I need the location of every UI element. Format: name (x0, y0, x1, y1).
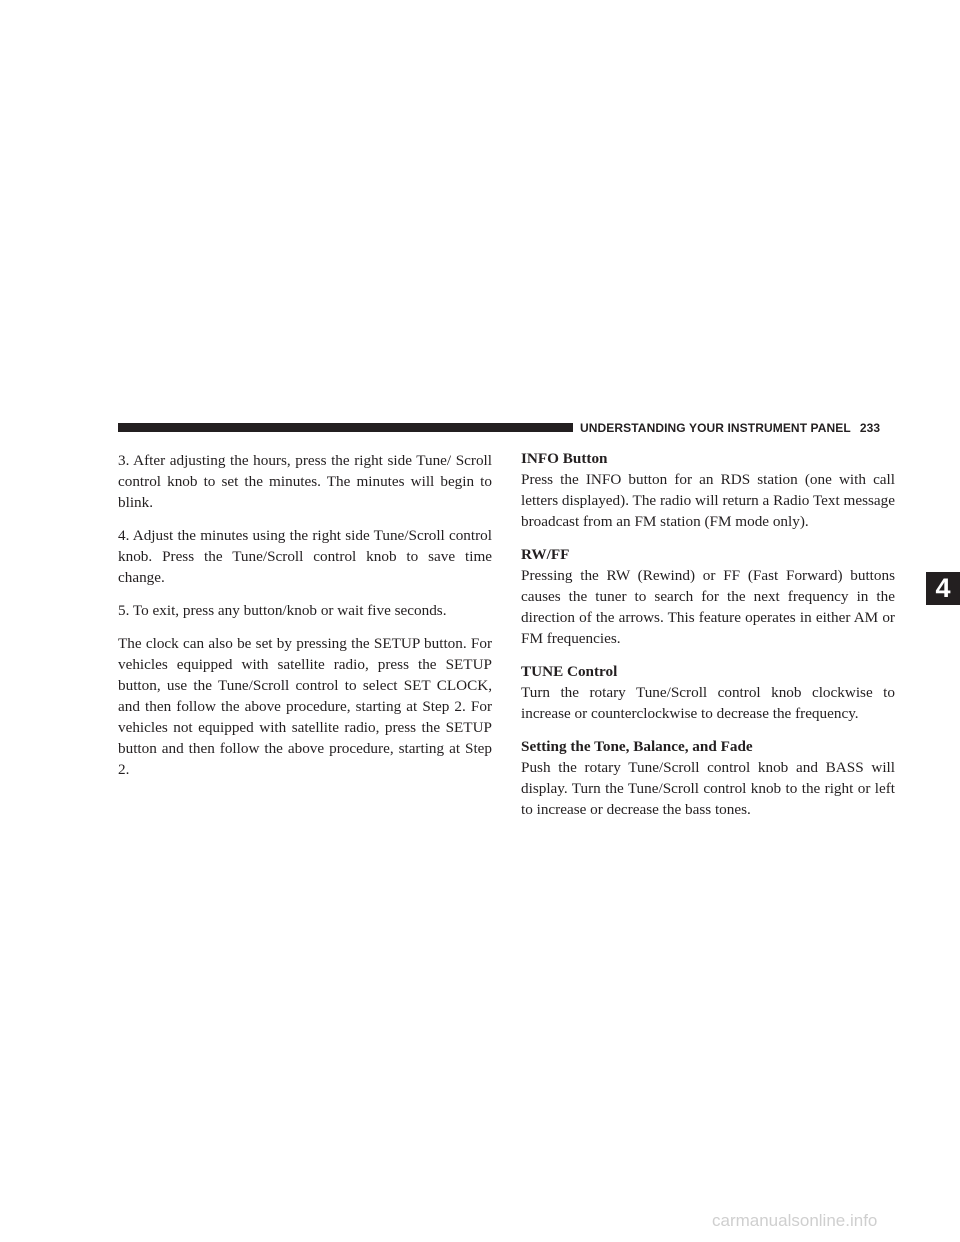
chapter-tab: 4 (926, 572, 960, 605)
section-heading: RW/FF (521, 546, 570, 563)
section-rw-ff (521, 544, 895, 649)
header-rule (118, 423, 573, 432)
section-body: Press the INFO button for an RDS station (one with call letters displayed). The radio will return a Radio Text message broadcast from an FM station (FM mode only). (521, 471, 895, 530)
section-heading: INFO Button (521, 450, 608, 467)
section-tune-control (521, 661, 895, 724)
running-header (580, 421, 880, 435)
watermark: carmanualsonline.info (712, 1211, 878, 1230)
section-tone-balance-fade (521, 736, 895, 820)
section-body: Turn the rotary Tune/Scroll control knob clockwise to increase or counterclockwise to decrease the frequency. (521, 684, 895, 722)
paragraph: 4. Adjust the minutes using the right side Tune/Scroll control knob. Press the Tune/Scroll control knob to save time change. (118, 527, 492, 586)
paragraph: 5. To exit, press any button/knob or wait five seconds. (118, 602, 447, 619)
paragraph: The clock can also be set by pressing the SETUP button. For vehicles equipped with satellite radio, press the SETUP button, use the Tune/Scroll control to select SET CLOCK, and then follow the above procedure, starting at Step 2. For vehicles not equipped with satellite radio, press the SETUP button and then follow the above procedure, starting at Step 2. (118, 635, 492, 778)
left-column (118, 450, 492, 792)
section-body: Pressing the RW (Rewind) or FF (Fast Forward) buttons causes the tuner to search for the next frequency in the direction of the arrows. This feature operates in either AM or FM frequencies. (521, 567, 895, 647)
right-column (521, 448, 895, 832)
header-title: UNDERSTANDING YOUR INSTRUMENT PANEL (580, 421, 851, 435)
section-heading: TUNE Control (521, 663, 618, 680)
section-body: Push the rotary Tune/Scroll control knob and BASS will display. Turn the Tune/Scroll control knob to the right or left to increase or decrease the bass tones. (521, 759, 895, 818)
paragraph: 3. After adjusting the hours, press the right side Tune/ Scroll control knob to set the minutes. The minutes will begin to blink. (118, 452, 492, 511)
section-info-button (521, 448, 895, 532)
section-heading: Setting the Tone, Balance, and Fade (521, 738, 753, 755)
page-number: 233 (859, 421, 881, 435)
